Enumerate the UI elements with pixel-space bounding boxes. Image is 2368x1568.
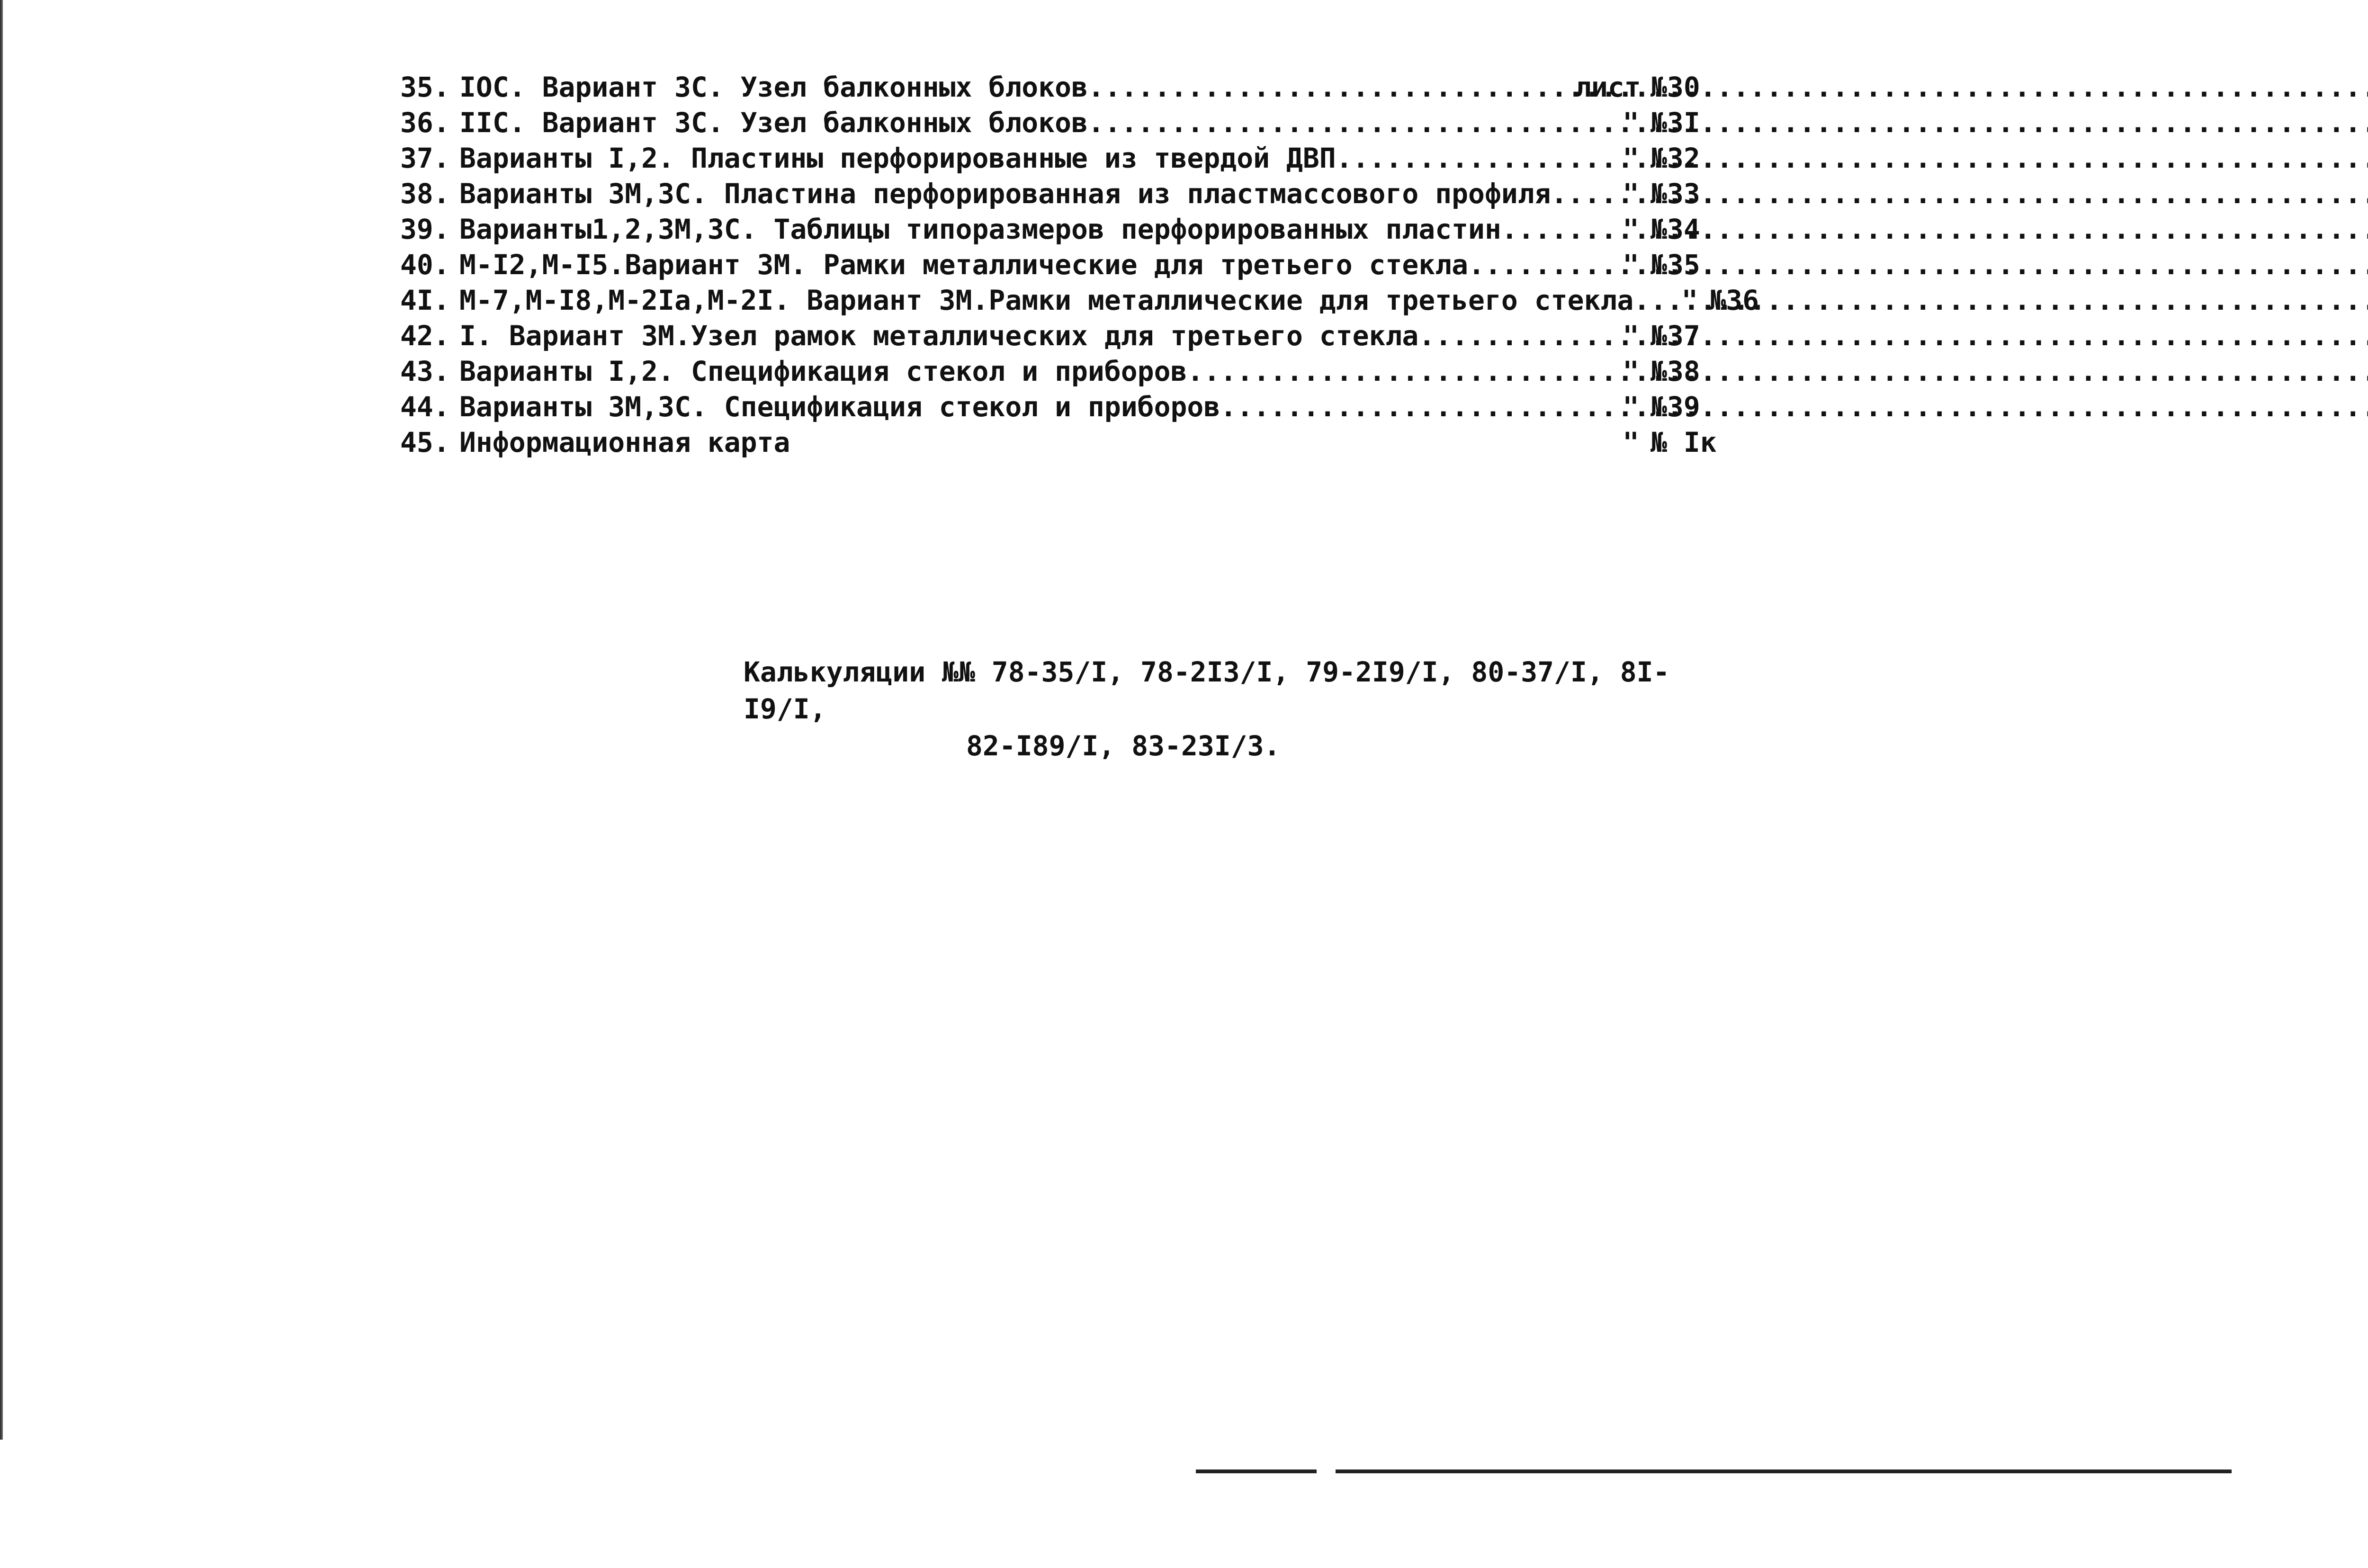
toc-item-mark: "	[1681, 284, 1698, 316]
toc-item-sheet: №30	[1650, 71, 1700, 103]
toc-dot-leader	[1088, 107, 1575, 139]
toc-item-title: IOC. Вариант 3C. Узел балконных блоков	[459, 71, 1088, 103]
toc-item-43	[400, 355, 1722, 391]
toc-dot-leader	[1220, 391, 1575, 423]
toc-item-sheet: №39	[1650, 391, 1700, 423]
toc-dot-leader	[1501, 213, 1575, 245]
toc-item-number: 4I.	[400, 284, 450, 316]
toc-item-number: 37.	[400, 142, 450, 174]
toc-item-40	[400, 249, 1722, 284]
toc-dot-leader	[1088, 71, 1575, 103]
toc-item-sheet: №38	[1650, 355, 1700, 387]
calculations-line-2: 82-I89/I, 83-23I/3.	[966, 730, 1281, 762]
toc-item-41	[400, 284, 1759, 320]
bottom-rule	[1196, 1469, 2232, 1473]
toc-dot-leader	[1418, 320, 1575, 352]
toc-item-number: 40.	[400, 249, 450, 281]
toc-item-title: Варианты I,2. Спецификация стекол и приборов	[459, 355, 1187, 387]
toc-item-sheet: № Iк	[1650, 426, 1717, 458]
toc-item-number: 42.	[400, 320, 450, 352]
toc-item-mark: "	[1623, 426, 1639, 458]
toc-item-title: Варианты1,2,3М,3С. Таблицы типоразмеров перфорированных пластин	[459, 213, 1501, 245]
toc-item-sheet: №34	[1650, 213, 1700, 245]
toc-dot-leader	[1336, 142, 1575, 174]
toc-item-35	[400, 71, 1722, 107]
toc-item-number: 36.	[400, 107, 450, 139]
toc-item-mark: "	[1623, 391, 1639, 423]
toc-item-title: Варианты 3М,3С. Спецификация стекол и приборов	[459, 391, 1220, 423]
toc-item-title: I. Вариант 3М.Узел рамок металлических для третьего стекла	[459, 320, 1419, 352]
toc-item-37	[400, 142, 1722, 178]
toc-item-42	[400, 320, 1722, 355]
toc-item-36	[400, 107, 1722, 142]
toc-item-mark: "	[1623, 320, 1639, 352]
toc-item-number: 35.	[400, 71, 450, 103]
toc-item-number: 38.	[400, 178, 450, 210]
toc-item-number: 44.	[400, 391, 450, 423]
toc-item-title: М-I2,М-I5.Вариант 3М. Рамки металлические для третьего стекла	[459, 249, 1469, 281]
toc-item-sheet: №33	[1650, 178, 1700, 210]
toc-dot-leader	[1187, 355, 1575, 387]
toc-item-mark: "	[1623, 142, 1639, 174]
toc-item-39	[400, 213, 1722, 249]
toc-item-mark: "	[1623, 213, 1639, 245]
toc-item-mark: "	[1623, 178, 1639, 210]
toc-item-number: 39.	[400, 213, 450, 245]
toc-item-sheet: №3I	[1650, 107, 1700, 139]
table-of-contents	[400, 71, 1759, 462]
bottom-rule-gap	[1317, 1469, 1336, 1473]
calculations-line-1: Калькуляции №№ 78-35/I, 78-2I3/I, 79-2I9/I, 80-37/I, 8I-I9/I,	[744, 656, 1670, 725]
toc-item-sheet: №32	[1650, 142, 1700, 174]
toc-item-38	[400, 178, 1722, 213]
toc-item-title: М-7,М-I8,М-2Iа,М-2I. Вариант 3М.Рамки металлические для третьего стекла	[459, 284, 1634, 316]
calculations-note	[744, 654, 1691, 764]
toc-item-title: Информационная карта	[459, 426, 790, 458]
toc-item-title: Варианты 3М,3С. Пластина перфорированная из пластмассового профиля	[459, 178, 1551, 210]
toc-item-mark: лист	[1575, 71, 1641, 103]
toc-item-title: IIC. Вариант 3C. Узел балконных блоков	[459, 107, 1088, 139]
toc-item-number: 45.	[400, 426, 450, 458]
toc-dot-leader	[1468, 249, 1575, 281]
toc-item-title: Варианты I,2. Пластины перфорированные из твердой ДВП	[459, 142, 1336, 174]
toc-item-sheet: №35	[1650, 249, 1700, 281]
toc-item-44	[400, 391, 1722, 426]
toc-dot-leader	[1551, 178, 1575, 210]
page-left-edge	[0, 0, 3, 1440]
toc-item-mark: "	[1623, 249, 1639, 281]
toc-item-number: 43.	[400, 355, 450, 387]
toc-item-sheet: №36	[1709, 284, 1759, 316]
toc-item-mark: "	[1623, 355, 1639, 387]
toc-item-45	[400, 426, 1722, 462]
toc-item-mark: "	[1623, 107, 1639, 139]
toc-item-sheet: №37	[1650, 320, 1700, 352]
